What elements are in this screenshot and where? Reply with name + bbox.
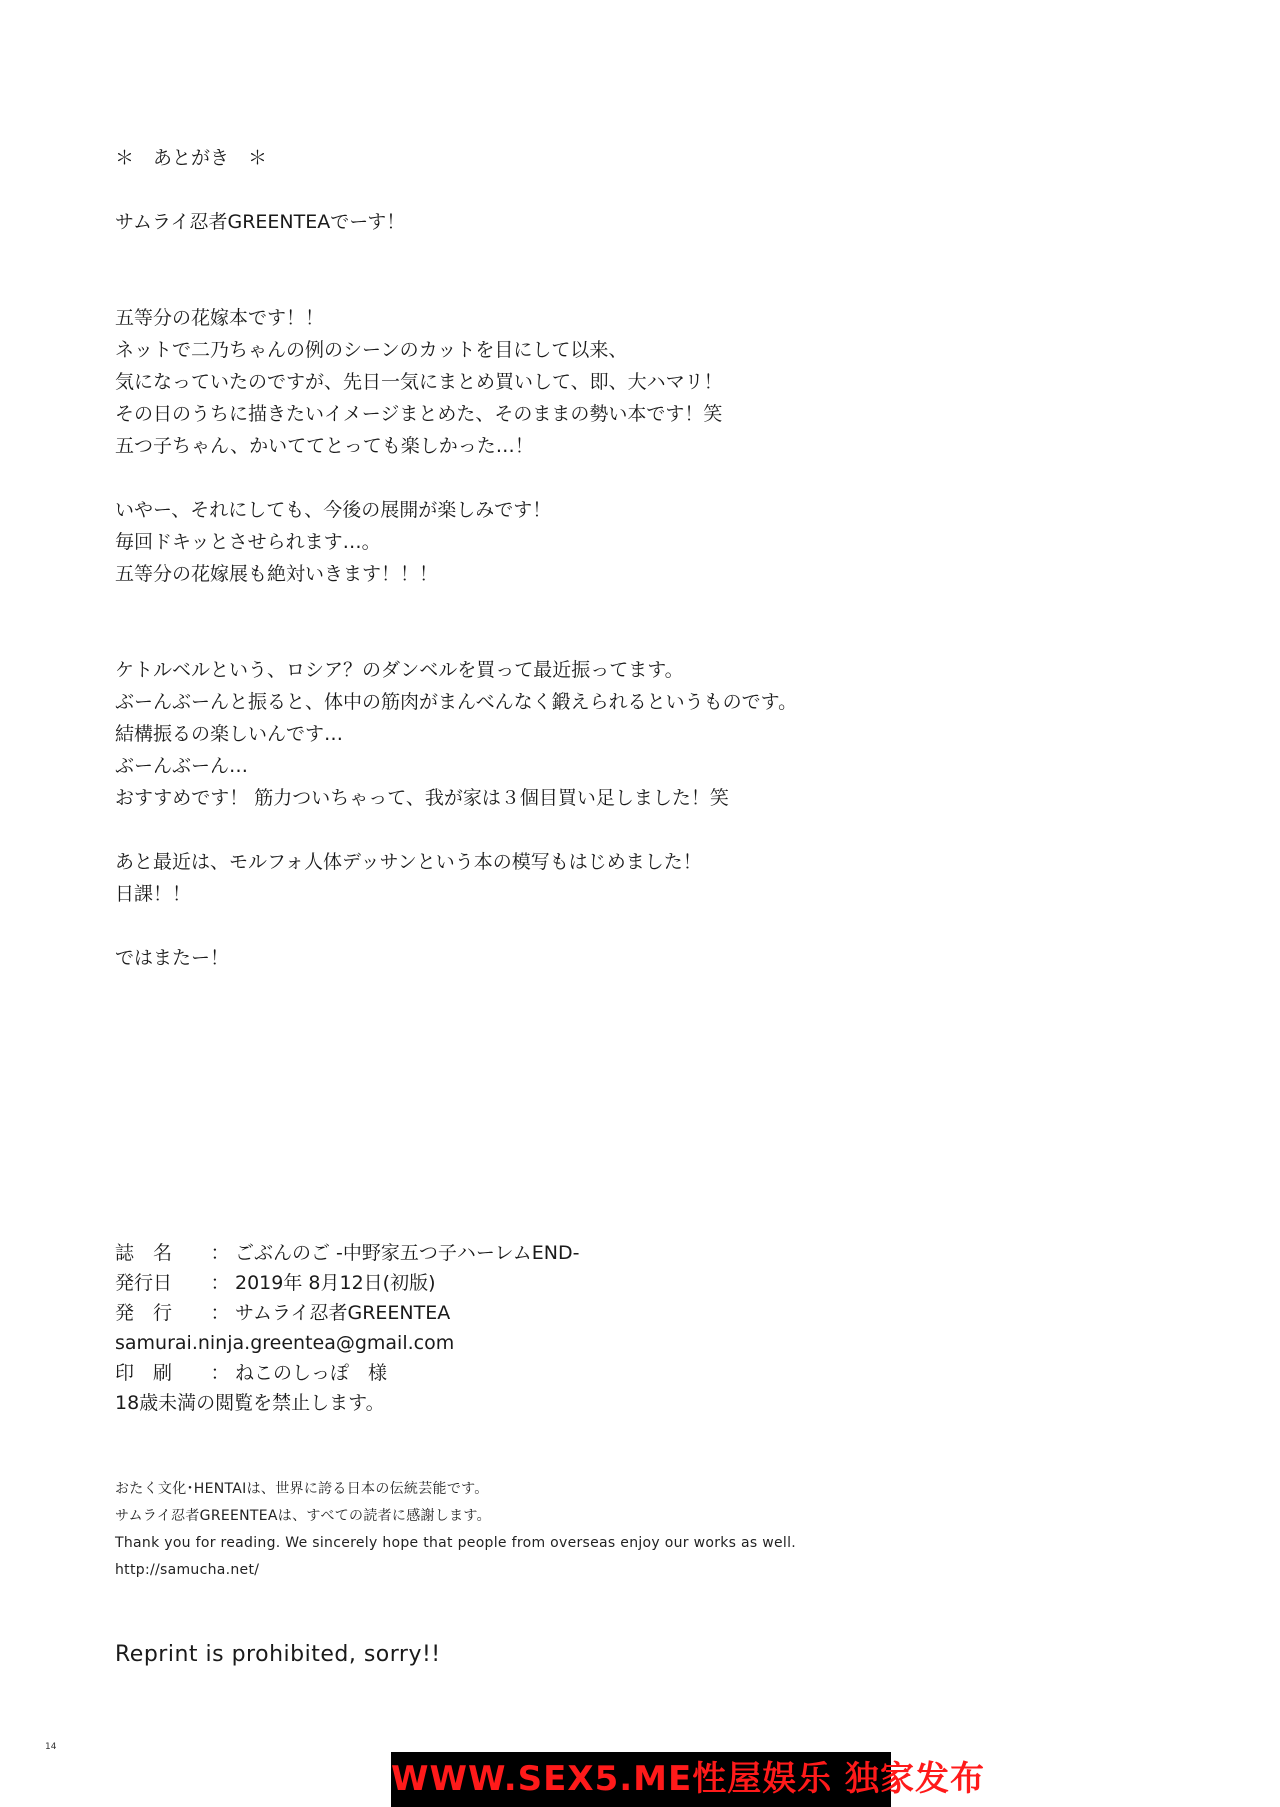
colophon-label: 発 行 (115, 1302, 173, 1324)
page-number: 14 (45, 1742, 57, 1752)
colophon-label: 発行日 (115, 1272, 173, 1294)
spacer (115, 462, 1115, 494)
spacer (115, 238, 1115, 302)
colophon-printer-row (115, 1358, 915, 1388)
afterword-line: ケトルベルという、ロシア？のダンベルを買って最近振ってます。 (115, 659, 684, 681)
spacer (115, 814, 1115, 846)
colophon (115, 1238, 915, 1418)
afterword-closing: ではまたー！ (115, 947, 230, 969)
thanks-section (115, 1476, 1115, 1584)
website-url: http://samucha.net/ (115, 1562, 260, 1578)
afterword-line: 毎回ドキッとさせられます…。 (115, 531, 381, 553)
colophon-email-row (115, 1328, 915, 1358)
afterword-line: ぶーんぶーんと振ると、体中の筋肉がまんべんなく鍛えられるというものです。 (115, 691, 798, 713)
colophon-label: 誌 名 (115, 1242, 173, 1264)
reprint-notice: Reprint is prohibited, sorry!! (115, 1642, 441, 1667)
afterword-line: いやー、それにしても、今後の展開が楽しみです！ (115, 499, 552, 521)
afterword-line: 五等分の花嫁展も絶対いきます！！！ (115, 563, 439, 585)
book-title: ごぶんのご -中野家五つ子ハーレムEND- (235, 1242, 580, 1264)
afterword-line: その日のうちに描きたいイメージまとめた、そのままの勢い本です！笑 (115, 403, 723, 425)
afterword-heading: ＊ あとがき ＊ (115, 147, 268, 169)
afterword-line: 日課！！ (115, 883, 192, 905)
afterword-line: 五等分の花嫁本です！！ (115, 307, 325, 329)
colophon-age-row (115, 1388, 915, 1418)
contact-email: samurai.ninja.greentea@gmail.com (115, 1332, 455, 1354)
afterword-line: 結構振るの楽しいんです… (115, 723, 344, 745)
age-notice: 18歳未満の閲覧を禁止します。 (115, 1392, 385, 1414)
afterword-line: あと最近は、モルフォ人体デッサンという本の模写もはじめました！ (115, 851, 702, 873)
colophon-title-row (115, 1238, 915, 1268)
colophon-separator: ： (210, 1362, 230, 1384)
colophon-label: 印 刷 (115, 1362, 173, 1384)
afterword-line: 五つ子ちゃん、かいててとっても楽しかった…！ (115, 435, 534, 457)
colophon-separator: ： (210, 1242, 230, 1264)
watermark-banner: WWW.SEX5.ME性屋娱乐 独家发布 (391, 1752, 891, 1807)
afterword-line: おすすめです！ 筋力ついちゃって、我が家は３個目買い足しました！笑 (115, 787, 729, 809)
publisher: サムライ忍者GREENTEA (235, 1302, 451, 1324)
thanks-line: おたく文化･HENTAIは、世界に誇る日本の伝統芸能です。 (115, 1481, 489, 1497)
afterword-section (115, 142, 1115, 974)
colophon-date-row (115, 1268, 915, 1298)
thanks-line: Thank you for reading. We sincerely hope that people from overseas enjoy our works as well. (115, 1535, 797, 1551)
colophon-separator: ： (210, 1272, 230, 1294)
afterword-greeting: サムライ忍者GREENTEAでーす！ (115, 211, 406, 233)
afterword-line: ぶーんぶーん… (115, 755, 249, 777)
spacer (115, 590, 1115, 654)
colophon-separator: ： (210, 1302, 230, 1324)
publish-date: 2019年 8月12日(初版) (235, 1272, 436, 1294)
printer: ねこのしっぽ 様 (235, 1362, 388, 1384)
afterword-line: ネットで二乃ちゃんの例のシーンのカットを目にして以来、 (115, 339, 628, 361)
colophon-publisher-row (115, 1298, 915, 1328)
thanks-line: サムライ忍者GREENTEAは、すべての読者に感謝します。 (115, 1508, 491, 1524)
spacer (115, 910, 1115, 942)
afterword-line: 気になっていたのですが、先日一気にまとめ買いして、即、大ハマリ！ (115, 371, 723, 393)
